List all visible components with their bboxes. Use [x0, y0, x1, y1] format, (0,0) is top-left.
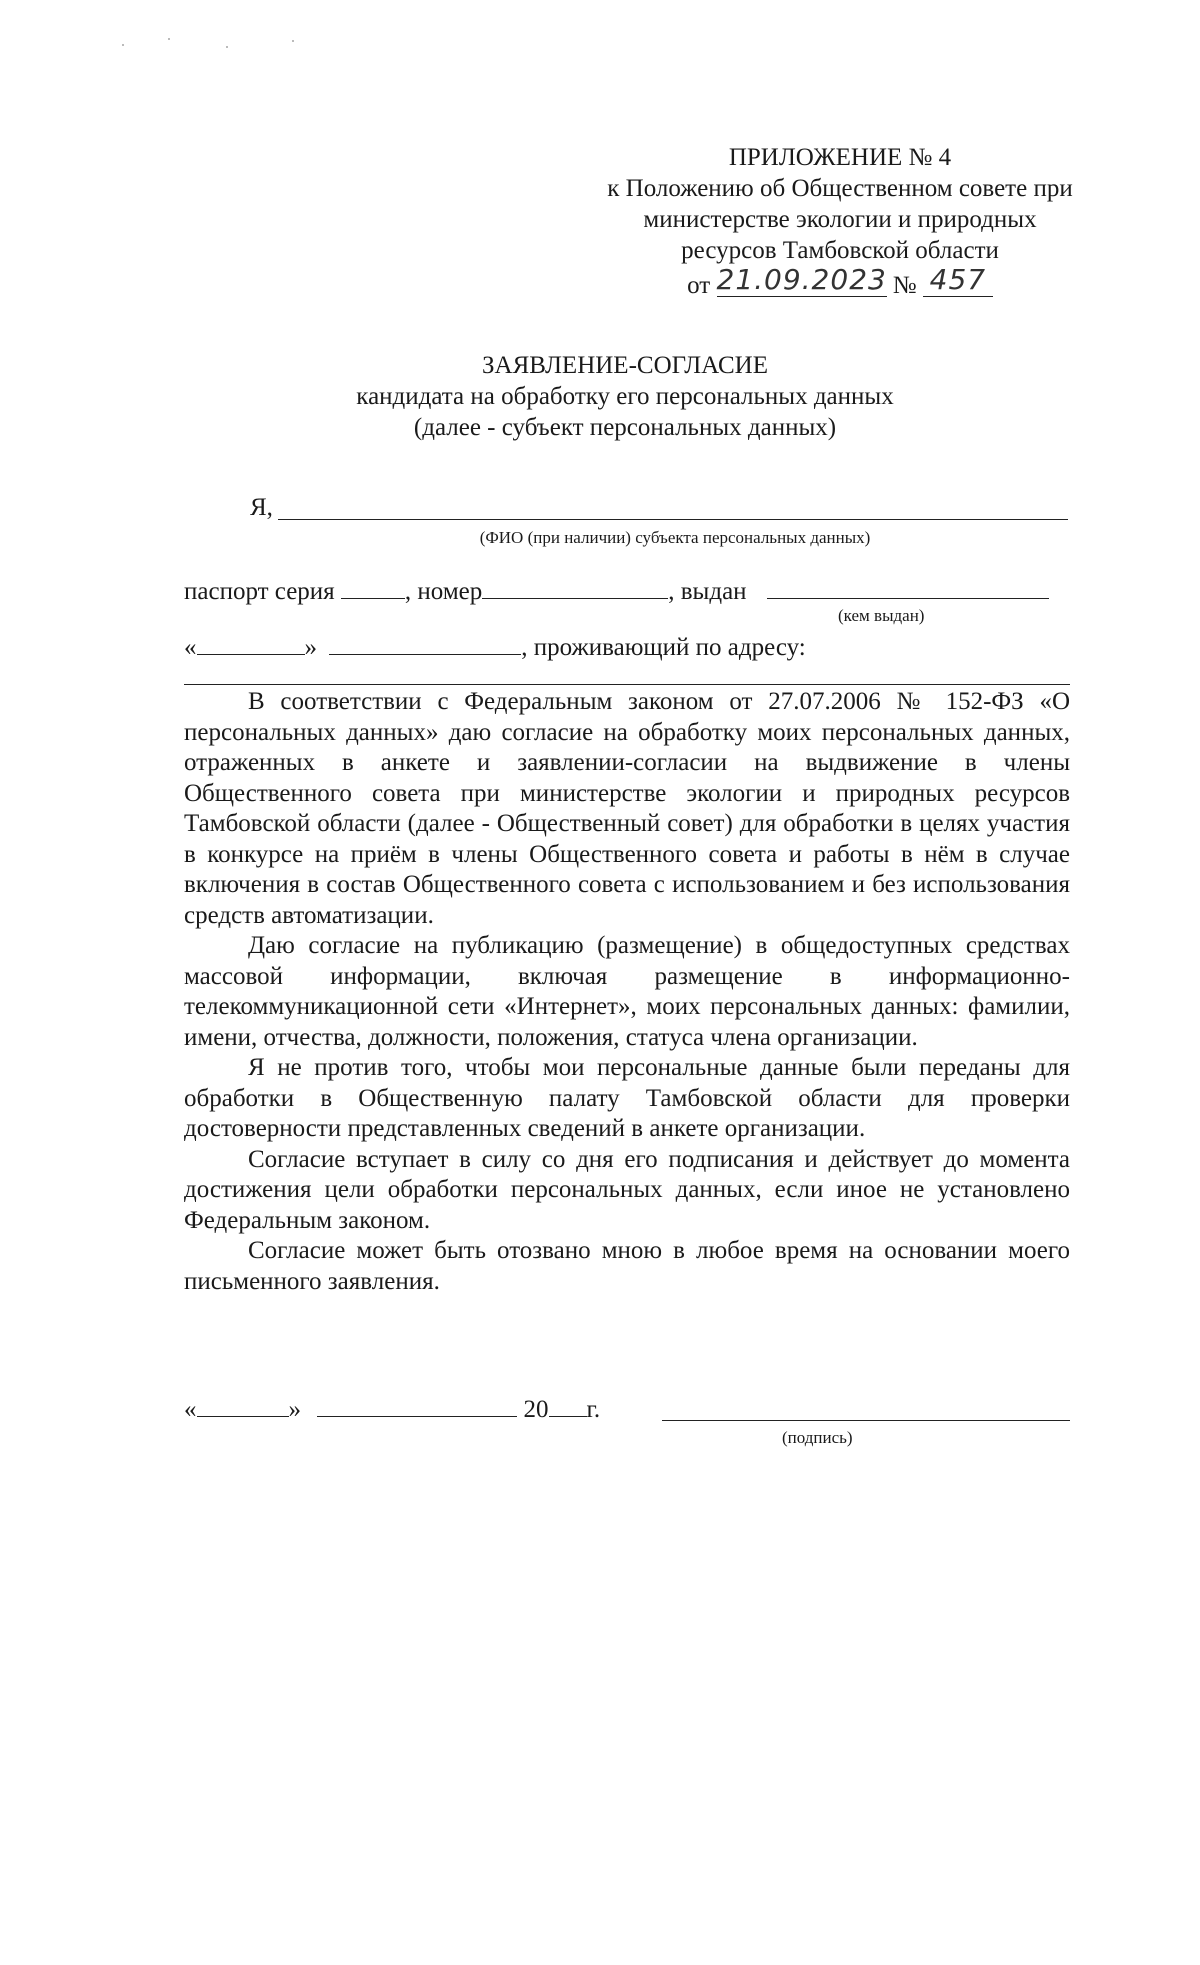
issue-day-field: [197, 630, 305, 655]
date-number-line: [560, 263, 1120, 301]
issue-date-line: [184, 630, 806, 662]
passport-series-field: [341, 574, 405, 599]
sign-month-field: [317, 1392, 517, 1417]
document-title: [180, 350, 1070, 443]
header-line-3: ресурсов Тамбовской области: [681, 237, 999, 264]
fio-line: [278, 519, 1068, 520]
consent-body: [184, 687, 1070, 1297]
quote-close: »: [304, 634, 317, 661]
handwritten-date: 21.09.2023: [716, 263, 887, 296]
date-field: [716, 263, 887, 297]
number-label: №: [892, 272, 917, 299]
address-line: [184, 684, 1070, 685]
residing-label: , проживающий по адресу:: [521, 634, 806, 661]
passport-series-label: паспорт серия: [184, 578, 335, 605]
quote-open: «: [184, 634, 197, 661]
appendix-number: ПРИЛОЖЕНИЕ № 4: [728, 144, 952, 171]
title-sub-2: (далее - субъект персональных данных): [413, 414, 837, 441]
header-line-2: министерстве экологии и природных: [643, 206, 1037, 233]
title-sub-1: кандидата на обработку его персональных данных: [356, 383, 894, 410]
paragraph-2: Даю согласие на публикацию (размещение) в общедоступных средствах массовой информации, включая размещение в информационно-телекоммуникационной сети «Интернет», моих персональных данных: фамилии, имени, отчества, должности, положения, статуса члена организации.: [184, 932, 1070, 1051]
issued-by-caption: (кем выдан): [838, 606, 925, 625]
issued-by-field: [767, 574, 1049, 599]
issue-month-year-field: [329, 630, 521, 655]
issued-label: , выдан: [668, 578, 747, 605]
signature-caption: (подпись): [782, 1428, 853, 1447]
paragraph-4: Согласие вступает в силу со дня его подписания и действует до момента достижения цели обработки персональных данных, если иное не установлено Федеральным законом.: [184, 1145, 1070, 1234]
year-suffix: г.: [586, 1396, 601, 1423]
paragraph-5: Согласие может быть отозвано мною в любое время на основании моего письменного заявления.: [184, 1237, 1070, 1295]
title-main: ЗАЯВЛЕНИЕ-СОГЛАСИЕ: [482, 352, 768, 379]
sign-year-field: [549, 1392, 587, 1417]
signature-date-line: [184, 1392, 600, 1424]
appendix-header: [560, 142, 1120, 301]
footer-quote-open: «: [184, 1396, 197, 1423]
passport-line: [184, 574, 1049, 606]
sign-day-field: [197, 1392, 289, 1417]
i-label: Я,: [250, 494, 273, 521]
paragraph-3: Я не против того, чтобы мои персональные данные были переданы для обработки в Общественную палату Тамбовской области для проверки достоверности представленных сведений в анкете организации.: [184, 1054, 1070, 1142]
passport-number-label: , номер: [404, 578, 483, 605]
signature-line: [662, 1420, 1070, 1421]
footer-quote-close: »: [288, 1396, 301, 1423]
from-label: от: [687, 272, 711, 299]
handwritten-number: 457: [929, 263, 987, 296]
number-field: [923, 263, 993, 297]
paragraph-1: В соответствии с Федеральным законом от 27.07.2006 № 152-ФЗ «О персональных данных» даю согласие на обработку моих персональных данных, отраженных в анкете и заявлении-согласии на выдвижение в члены Общественного совета при министерстве экологии и природных ресурсов Тамбовской области (далее - Общественный совет) для обработки в целях участия в конкурсе на приём в члены Общественного совета и работы в нём в случае включения в состав Общественного совета с использованием и без использования средств автоматизации.: [184, 688, 1070, 929]
year-prefix: 20: [523, 1396, 549, 1423]
fio-caption: (ФИО (при наличии) субъекта персональных данных): [479, 528, 871, 547]
header-line-1: к Положению об Общественном совете при: [607, 175, 1073, 202]
passport-number-field: [482, 574, 668, 599]
